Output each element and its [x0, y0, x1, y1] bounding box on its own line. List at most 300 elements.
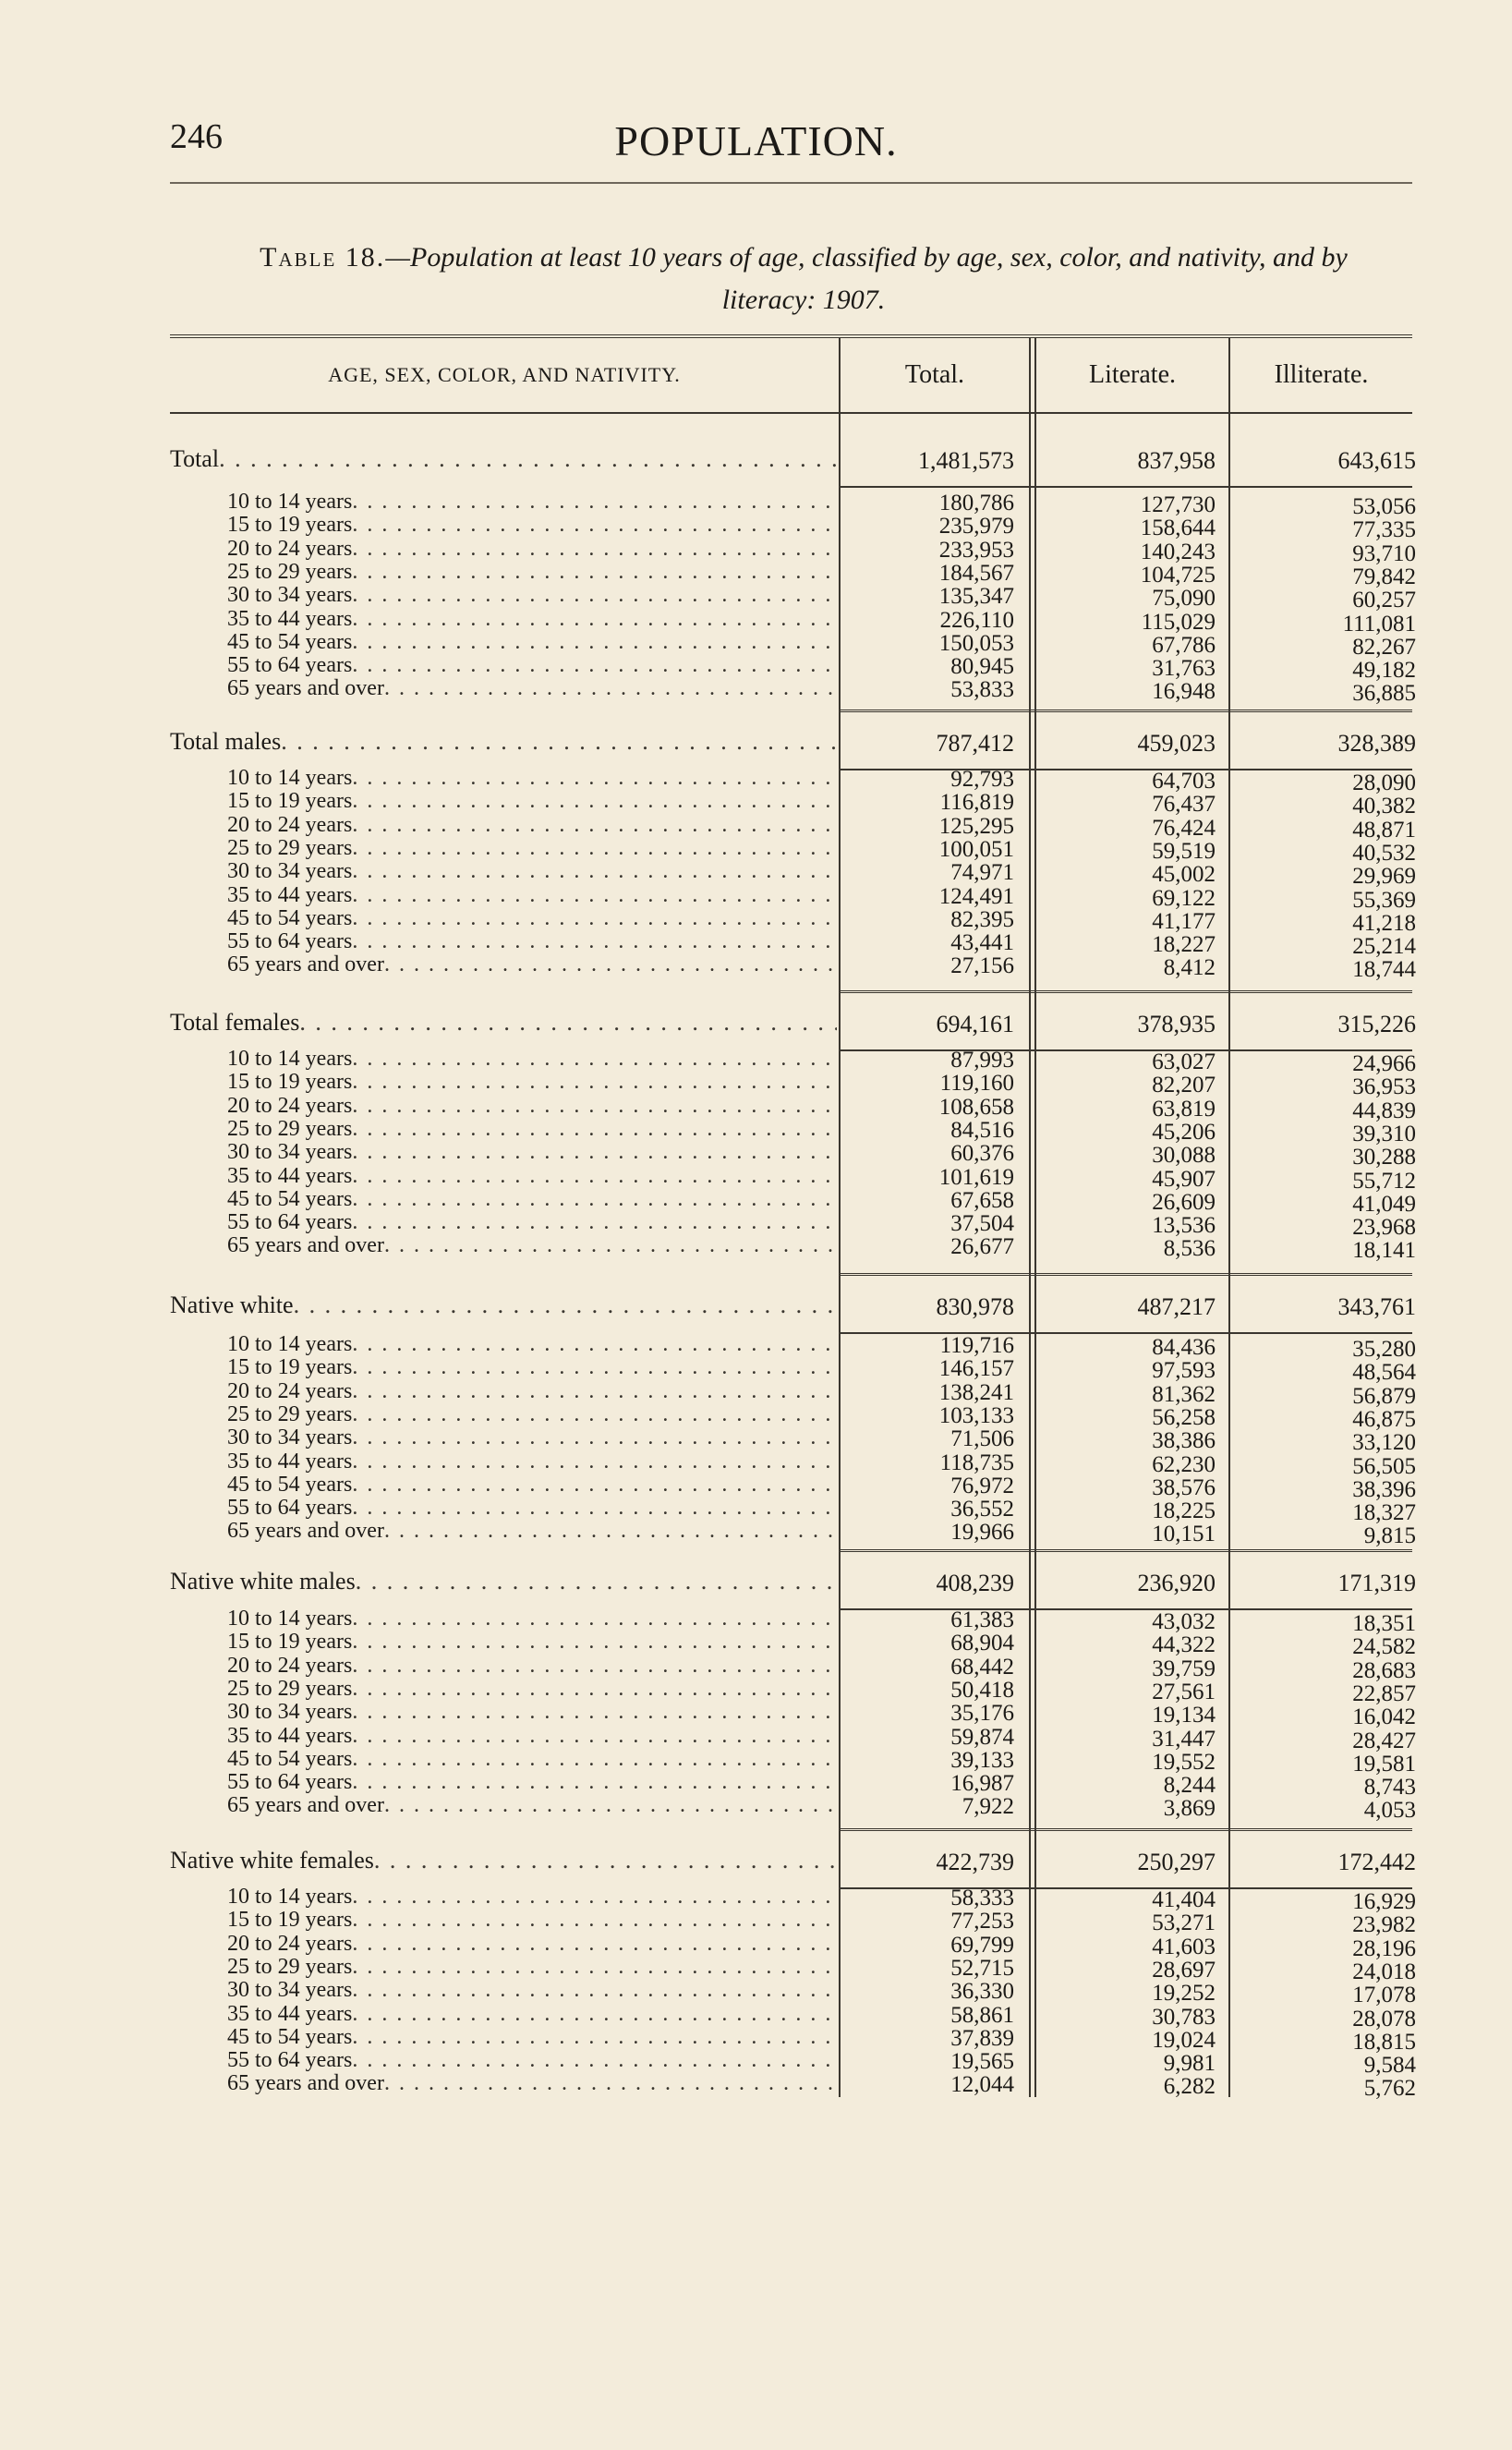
section-total: 694,161 [936, 1011, 1014, 1037]
age-row-label [227, 1234, 837, 1257]
section-rule [841, 1549, 1412, 1552]
cell-literate: 45,206 [1152, 1119, 1216, 1145]
cell-literate: 41,404 [1152, 1887, 1216, 1912]
row-label-text: 25 to 29 years [227, 836, 353, 860]
row-label-text: 25 to 29 years [227, 1117, 353, 1141]
leader-dots [352, 561, 837, 584]
cell-literate: 19,134 [1152, 1703, 1216, 1728]
row-label-text: 15 to 19 years [227, 790, 353, 814]
age-row-label [227, 514, 837, 537]
leader-dots [352, 2049, 837, 2072]
age-row-label [227, 2003, 837, 2026]
row-label-text: 25 to 29 years [227, 1402, 353, 1426]
age-row-label [227, 1165, 837, 1188]
leader-dots [352, 1607, 837, 1631]
section-literate: 487,217 [1137, 1293, 1216, 1320]
cell-total: 43,441 [950, 930, 1014, 956]
row-label-text: 55 to 64 years [227, 2049, 353, 2073]
section-literate: 837,958 [1137, 447, 1216, 474]
row-label-text: 65 years and over [227, 1794, 384, 1818]
row-label-text: 10 to 14 years [227, 1048, 353, 1071]
row-label-text: 55 to 64 years [227, 1497, 353, 1521]
age-row-label [227, 631, 837, 654]
cell-illiterate: 77,335 [1352, 517, 1416, 543]
cell-total: 76,972 [950, 1473, 1014, 1498]
row-label-text: 65 years and over [227, 677, 384, 701]
row-label-text: 20 to 24 years [227, 1932, 353, 1956]
cell-literate: 59,519 [1152, 838, 1216, 864]
header-literate: Literate. [1088, 360, 1177, 389]
age-row-label [227, 654, 837, 677]
leader-dots [352, 1141, 837, 1164]
row-label-text: 45 to 54 years [227, 906, 353, 930]
cell-total: 53,833 [950, 677, 1014, 703]
row-label-text: Total females [170, 1009, 300, 1036]
leader-dots [352, 930, 837, 953]
age-row-label [227, 837, 837, 860]
age-row-label [227, 1071, 837, 1094]
section-illiterate: 328,389 [1337, 730, 1416, 757]
row-label-text: 55 to 64 years [227, 1211, 353, 1235]
row-label-text: 65 years and over [227, 2072, 384, 2096]
leader-dots [352, 767, 837, 790]
row-label-text: 20 to 24 years [227, 1654, 353, 1678]
cell-literate: 127,730 [1140, 492, 1216, 517]
leader-dots [352, 1165, 837, 1188]
cell-illiterate: 111,081 [1342, 611, 1416, 637]
row-label-text: 10 to 14 years [227, 491, 353, 514]
cell-literate: 8,244 [1163, 1773, 1216, 1799]
cell-illiterate: 56,879 [1352, 1383, 1416, 1409]
cell-total: 50,418 [950, 1677, 1014, 1703]
age-row-label [227, 1979, 837, 2002]
cell-literate: 43,032 [1152, 1609, 1216, 1634]
cell-total: 16,987 [950, 1771, 1014, 1797]
cell-literate: 140,243 [1140, 539, 1216, 564]
leader-dots [352, 860, 837, 883]
age-row-label [227, 1450, 837, 1474]
cell-literate: 97,593 [1152, 1358, 1216, 1384]
cell-total: 233,953 [938, 537, 1014, 563]
cell-total: 59,874 [950, 1724, 1014, 1750]
age-row-label [227, 1095, 837, 1118]
cell-literate: 28,697 [1152, 1957, 1216, 1983]
row-label-text: 15 to 19 years [227, 514, 353, 538]
leader-dots [352, 1474, 837, 1497]
section-illiterate: 315,226 [1337, 1011, 1416, 1037]
age-row-label [227, 491, 837, 514]
age-row-label [227, 1909, 837, 1932]
age-row-label [227, 1333, 837, 1356]
cell-illiterate: 40,532 [1352, 840, 1416, 866]
cell-illiterate: 36,885 [1352, 681, 1416, 707]
row-label-text: 45 to 54 years [227, 1473, 353, 1497]
cell-illiterate: 29,969 [1352, 864, 1416, 890]
leader-dots [299, 1009, 837, 1037]
cell-literate: 31,763 [1152, 656, 1216, 682]
leader-dots [352, 1725, 837, 1748]
age-row-label [227, 1520, 837, 1543]
row-label-text: 45 to 54 years [227, 2025, 353, 2049]
leader-dots [352, 1095, 837, 1118]
row-label-text: 65 years and over [227, 1234, 384, 1258]
cell-illiterate: 24,018 [1352, 1959, 1416, 1984]
cell-total: 36,330 [950, 1979, 1014, 2005]
cell-literate: 44,322 [1152, 1632, 1216, 1658]
section-label [170, 1847, 837, 1874]
cell-illiterate: 18,815 [1352, 2029, 1416, 2055]
leader-dots [352, 837, 837, 860]
cell-total: 77,253 [950, 1909, 1014, 1935]
leader-dots [384, 1234, 837, 1257]
row-label-text: 35 to 44 years [227, 1724, 353, 1748]
cell-illiterate: 4,053 [1363, 1798, 1416, 1824]
leader-dots [281, 728, 837, 756]
section-subrule [841, 486, 1412, 488]
section-total: 830,978 [936, 1293, 1014, 1320]
row-label-text: 45 to 54 years [227, 630, 353, 654]
leader-dots [352, 1333, 837, 1356]
row-label-text: 15 to 19 years [227, 1356, 353, 1380]
leader-dots [352, 1933, 837, 1956]
leader-dots [352, 1655, 837, 1678]
row-label-text: Native white [170, 1292, 294, 1318]
caption-text: —Population at least 10 years of age, classified by age, sex, color, and nativity, and by literacy: 1907. [385, 242, 1348, 315]
cell-illiterate: 46,875 [1352, 1406, 1416, 1432]
cell-literate: 62,230 [1152, 1451, 1216, 1477]
cell-illiterate: 24,966 [1352, 1051, 1416, 1076]
cell-total: 101,619 [938, 1164, 1014, 1190]
cell-illiterate: 23,982 [1352, 1912, 1416, 1938]
cell-illiterate: 9,584 [1363, 2053, 1416, 2079]
cell-total: 19,565 [950, 2049, 1014, 2075]
cell-illiterate: 36,953 [1352, 1074, 1416, 1100]
running-head: POPULATION. [614, 117, 898, 164]
cell-literate: 67,786 [1152, 632, 1216, 658]
cell-literate: 53,271 [1152, 1910, 1216, 1936]
cell-total: 68,904 [950, 1631, 1014, 1656]
cell-total: 37,839 [950, 2025, 1014, 2051]
cell-illiterate: 56,505 [1352, 1453, 1416, 1479]
row-label-text: 20 to 24 years [227, 1094, 353, 1118]
cell-literate: 38,386 [1152, 1428, 1216, 1454]
cell-literate: 69,122 [1152, 885, 1216, 911]
age-row-label [227, 1118, 837, 1141]
row-label-text: 15 to 19 years [227, 1631, 353, 1655]
cell-literate: 16,948 [1152, 679, 1216, 705]
cell-illiterate: 55,712 [1352, 1168, 1416, 1194]
cell-literate: 8,412 [1163, 955, 1216, 981]
age-row-label [227, 953, 837, 976]
section-rule [841, 990, 1412, 993]
age-row-label [227, 1933, 837, 1956]
leader-dots [352, 1678, 837, 1701]
cell-literate: 39,759 [1152, 1656, 1216, 1681]
leader-dots [356, 1568, 837, 1595]
age-row-label [227, 1380, 837, 1403]
leader-dots [384, 1794, 837, 1817]
cell-literate: 10,151 [1152, 1522, 1216, 1547]
cell-illiterate: 41,049 [1352, 1191, 1416, 1217]
section-illiterate: 172,442 [1337, 1849, 1416, 1875]
leader-dots [352, 538, 837, 561]
cell-illiterate: 41,218 [1352, 910, 1416, 936]
section-illiterate: 171,319 [1337, 1570, 1416, 1596]
leader-dots [352, 1748, 837, 1771]
row-label-text: 20 to 24 years [227, 1379, 353, 1403]
row-label-text: Native white males [170, 1568, 356, 1595]
cell-illiterate: 17,078 [1352, 1983, 1416, 2008]
age-row-label [227, 608, 837, 631]
cell-literate: 75,090 [1152, 586, 1216, 612]
leader-dots [384, 2072, 837, 2095]
age-row-label [227, 1725, 837, 1748]
header-illiterate: Illiterate. [1274, 360, 1369, 389]
cell-illiterate: 49,182 [1352, 658, 1416, 684]
age-row-label [227, 1141, 837, 1164]
age-row-label [227, 1048, 837, 1071]
cell-total: 71,506 [950, 1426, 1014, 1452]
leader-dots [352, 2003, 837, 2026]
cell-total: 52,715 [950, 1955, 1014, 1981]
row-label-text: 25 to 29 years [227, 560, 353, 584]
cell-total: 146,157 [938, 1356, 1014, 1382]
leader-dots [352, 884, 837, 907]
age-row-label [227, 1956, 837, 1979]
row-label-text: 30 to 34 years [227, 1426, 353, 1450]
age-row-label [227, 561, 837, 584]
cell-illiterate: 24,582 [1352, 1634, 1416, 1660]
cell-total: 124,491 [938, 883, 1014, 909]
cell-literate: 26,609 [1152, 1189, 1216, 1215]
cell-illiterate: 22,857 [1352, 1680, 1416, 1706]
row-label-text: 35 to 44 years [227, 1164, 353, 1188]
row-label-text: 15 to 19 years [227, 1071, 353, 1095]
leader-dots [384, 1520, 837, 1543]
row-label-text: 10 to 14 years [227, 1886, 353, 1909]
cell-illiterate: 93,710 [1352, 540, 1416, 566]
table-number: Table 18. [260, 242, 386, 273]
leader-dots [384, 677, 837, 700]
cell-literate: 63,819 [1152, 1096, 1216, 1122]
age-row-label [227, 1607, 837, 1631]
cell-illiterate: 55,369 [1352, 887, 1416, 913]
cell-literate: 18,227 [1152, 932, 1216, 958]
cell-illiterate: 19,581 [1352, 1751, 1416, 1777]
row-label-text: 10 to 14 years [227, 767, 353, 790]
age-row-label [227, 884, 837, 907]
cell-total: 100,051 [938, 836, 1014, 862]
row-label-text: 35 to 44 years [227, 607, 353, 631]
page-number: 246 [170, 117, 223, 156]
age-row-label [227, 2026, 837, 2049]
leader-dots [352, 2026, 837, 2049]
age-row-label [227, 1211, 837, 1234]
cell-literate: 56,258 [1152, 1404, 1216, 1430]
leader-dots [352, 1956, 837, 1979]
cell-illiterate: 16,042 [1352, 1704, 1416, 1730]
cell-illiterate: 5,762 [1363, 2076, 1416, 2102]
section-literate: 250,297 [1137, 1849, 1216, 1875]
cell-illiterate: 38,396 [1352, 1476, 1416, 1502]
cell-literate: 82,207 [1152, 1073, 1216, 1098]
cell-literate: 30,783 [1152, 2004, 1216, 2030]
cell-literate: 81,362 [1152, 1381, 1216, 1407]
cell-illiterate: 18,327 [1352, 1500, 1416, 1526]
leader-dots [384, 953, 837, 976]
leader-dots [352, 790, 837, 813]
row-label-text: Total males [170, 728, 282, 755]
cell-literate: 19,552 [1152, 1749, 1216, 1775]
leader-dots [352, 1701, 837, 1724]
cell-total: 184,567 [938, 560, 1014, 586]
section-illiterate: 343,761 [1337, 1293, 1416, 1320]
cell-literate: 45,907 [1152, 1166, 1216, 1192]
cell-illiterate: 53,056 [1352, 494, 1416, 519]
cell-literate: 3,869 [1163, 1796, 1216, 1822]
row-label-text: 30 to 34 years [227, 1701, 353, 1725]
age-row-label [227, 930, 837, 953]
row-label-text: 30 to 34 years [227, 860, 353, 884]
cell-total: 103,133 [938, 1402, 1014, 1428]
cell-illiterate: 8,743 [1363, 1775, 1416, 1801]
leader-dots [352, 907, 837, 930]
section-rule [841, 1828, 1412, 1831]
leader-dots [352, 1979, 837, 2002]
age-row-label [227, 538, 837, 561]
cell-total: 80,945 [950, 654, 1014, 680]
cell-illiterate: 79,842 [1352, 564, 1416, 589]
table-caption [212, 237, 1395, 321]
leader-dots [352, 1403, 837, 1426]
leader-dots [352, 1118, 837, 1141]
row-label-text: 20 to 24 years [227, 813, 353, 837]
leader-dots [352, 631, 837, 654]
cell-literate: 19,024 [1152, 2027, 1216, 2053]
row-label-text: 35 to 44 years [227, 1449, 353, 1474]
row-label-text: 25 to 29 years [227, 1955, 353, 1979]
cell-total: 82,395 [950, 906, 1014, 932]
leader-dots [352, 1426, 837, 1449]
cell-literate: 18,225 [1152, 1498, 1216, 1524]
section-total: 1,481,573 [918, 447, 1014, 474]
cell-illiterate: 35,280 [1352, 1337, 1416, 1362]
cell-literate: 19,252 [1152, 1981, 1216, 2007]
cell-illiterate: 16,929 [1352, 1889, 1416, 1914]
row-label-text: 35 to 44 years [227, 883, 353, 907]
cell-total: 68,442 [950, 1654, 1014, 1680]
cell-literate: 41,603 [1152, 1934, 1216, 1959]
leader-dots [219, 445, 837, 473]
header-total: Total. [904, 360, 965, 389]
cell-illiterate: 48,871 [1352, 817, 1416, 843]
section-literate: 236,920 [1137, 1570, 1216, 1596]
cell-total: 226,110 [939, 607, 1014, 633]
row-label-text: 55 to 64 years [227, 654, 353, 678]
row-label-text: 20 to 24 years [227, 537, 353, 561]
cell-literate: 76,437 [1152, 792, 1216, 818]
section-total: 408,239 [936, 1570, 1014, 1596]
cell-literate: 115,029 [1141, 609, 1216, 635]
cell-illiterate: 28,683 [1352, 1657, 1416, 1683]
row-label-text: 25 to 29 years [227, 1677, 353, 1701]
cell-illiterate: 23,968 [1352, 1215, 1416, 1241]
age-row-label [227, 790, 837, 813]
cell-illiterate: 28,090 [1352, 770, 1416, 795]
age-row-label [227, 1748, 837, 1771]
age-row-label [227, 1631, 837, 1654]
cell-total: 69,799 [950, 1932, 1014, 1958]
row-label-text: 65 years and over [227, 953, 384, 977]
age-row-label [227, 2072, 837, 2095]
section-total: 787,412 [936, 730, 1014, 757]
cell-total: 235,979 [938, 514, 1014, 540]
row-label-text: 35 to 44 years [227, 2002, 353, 2026]
leader-dots [352, 608, 837, 631]
leader-dots [294, 1292, 837, 1319]
cell-total: 58,333 [950, 1886, 1014, 1910]
age-row-label [227, 860, 837, 883]
age-row-label [227, 1771, 837, 1794]
cell-literate: 6,282 [1163, 2074, 1216, 2100]
leader-dots [352, 654, 837, 677]
cell-total: 27,156 [950, 953, 1014, 979]
age-row-label [227, 1497, 837, 1520]
leader-dots [352, 814, 837, 837]
cell-literate: 104,725 [1140, 562, 1216, 588]
cell-total: 84,516 [950, 1117, 1014, 1143]
cell-total: 61,383 [950, 1607, 1014, 1632]
leader-dots [352, 584, 837, 607]
cell-illiterate: 44,839 [1352, 1098, 1416, 1123]
cell-illiterate: 18,351 [1352, 1611, 1416, 1636]
age-row-label [227, 1403, 837, 1426]
cell-illiterate: 25,214 [1352, 934, 1416, 960]
row-label-text: Total [170, 445, 220, 472]
section-literate: 378,935 [1137, 1011, 1216, 1037]
leader-dots [352, 1886, 837, 1909]
section-literate: 459,023 [1137, 730, 1216, 757]
leader-dots [352, 1497, 837, 1520]
age-row-label [227, 1474, 837, 1497]
age-row-label [227, 1188, 837, 1211]
cell-illiterate: 48,564 [1352, 1360, 1416, 1386]
age-row-label [227, 584, 837, 607]
head-rule [170, 182, 1412, 184]
cell-literate: 63,027 [1152, 1049, 1216, 1074]
cell-total: 67,658 [950, 1187, 1014, 1213]
cell-illiterate: 9,815 [1363, 1523, 1416, 1549]
cell-total: 36,552 [950, 1497, 1014, 1522]
section-label [170, 728, 837, 756]
age-row-label [227, 814, 837, 837]
cell-illiterate: 33,120 [1352, 1430, 1416, 1456]
cell-literate: 158,644 [1140, 515, 1216, 541]
header-stub: AGE, SEX, COLOR, AND NATIVITY. [328, 363, 681, 386]
age-row-label [227, 1426, 837, 1449]
cell-total: 60,376 [950, 1141, 1014, 1167]
cell-literate: 38,576 [1152, 1474, 1216, 1500]
cell-total: 119,716 [939, 1333, 1014, 1358]
row-label-text: 45 to 54 years [227, 1187, 353, 1211]
age-row-label [227, 677, 837, 700]
cell-literate: 9,981 [1163, 2051, 1216, 2077]
row-label-text: 55 to 64 years [227, 1771, 353, 1795]
cell-total: 37,504 [950, 1211, 1014, 1237]
cell-literate: 31,447 [1152, 1726, 1216, 1752]
age-row-label [227, 1701, 837, 1724]
leader-dots [352, 1356, 837, 1379]
